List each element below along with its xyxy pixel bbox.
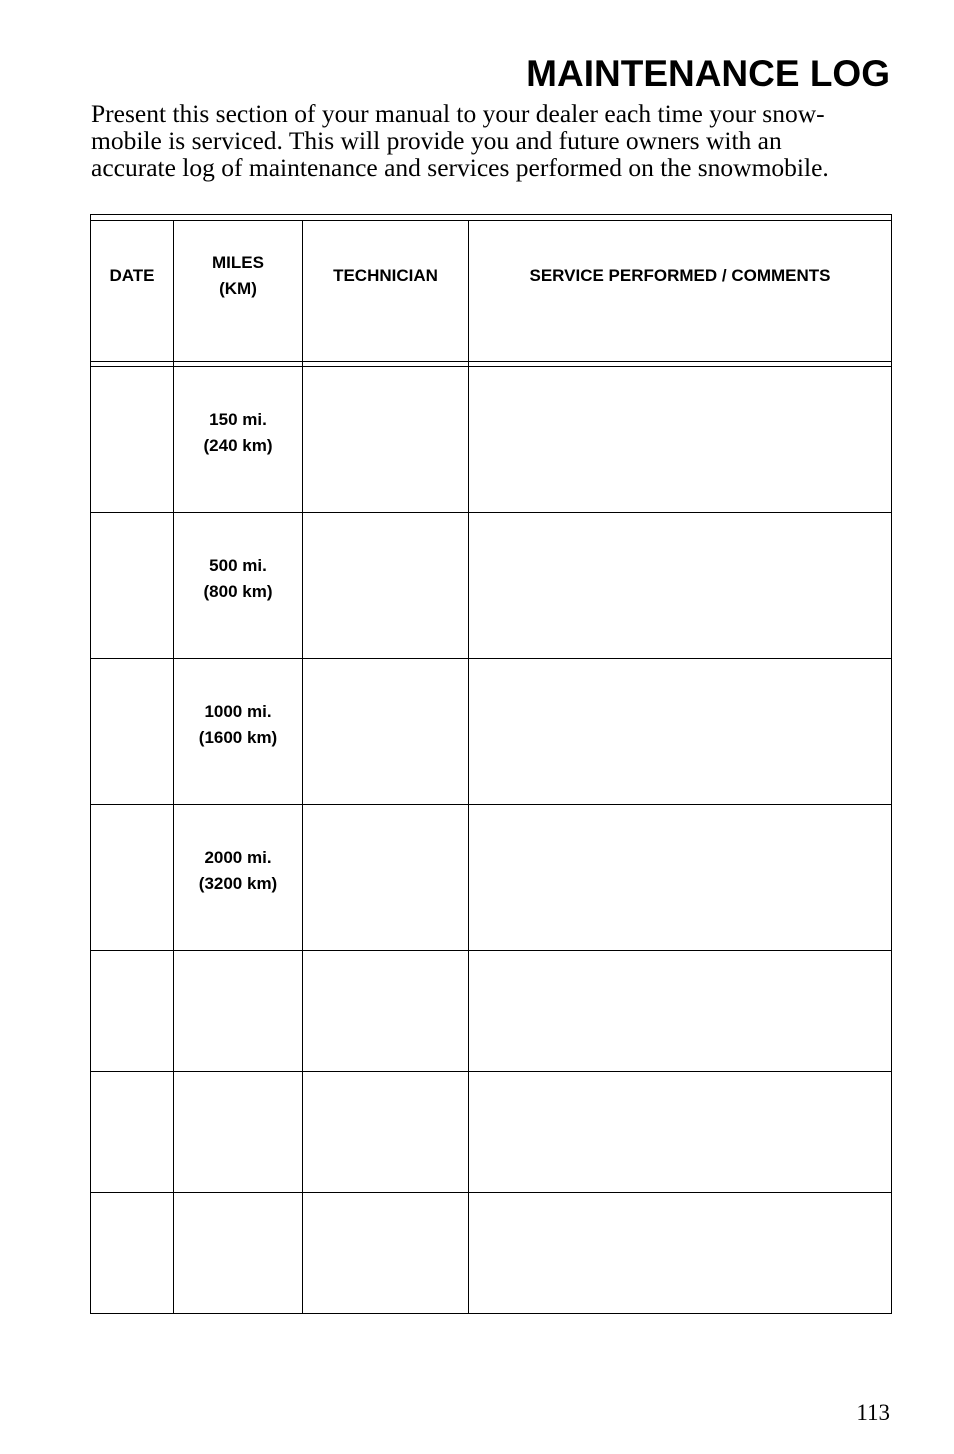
- miles-cell: [174, 805, 303, 951]
- service-cell: [469, 659, 892, 805]
- service-cell: [469, 367, 892, 513]
- date-cell: [91, 513, 174, 659]
- page-title: MAINTENANCE LOG: [526, 53, 890, 94]
- technician-cell: [303, 1072, 469, 1193]
- table-row: [91, 1072, 892, 1193]
- miles-cell: [174, 1193, 303, 1314]
- table-row: [91, 367, 892, 513]
- technician-cell: [303, 513, 469, 659]
- technician-cell: [303, 1193, 469, 1314]
- column-header-miles-label: MILES: [212, 253, 264, 272]
- column-header-date: DATE: [91, 221, 174, 362]
- table-row: [91, 659, 892, 805]
- date-cell: [91, 367, 174, 513]
- intro-line: accurate log of maintenance and services performed on the snowmobile.: [91, 153, 829, 182]
- miles-cell: [174, 951, 303, 1072]
- km-value: (800 km): [203, 581, 273, 601]
- miles-value: 500 mi.: [209, 555, 267, 575]
- miles-value: 150 mi.: [209, 409, 267, 429]
- miles-cell: [174, 367, 303, 513]
- miles-cell: [174, 659, 303, 805]
- miles-value: 1000 mi.: [204, 701, 272, 721]
- miles-cell: [174, 1072, 303, 1193]
- table-row: [91, 513, 892, 659]
- column-header-technician: TECHNICIAN: [303, 221, 469, 362]
- column-header-service: SERVICE PERFORMED / COMMENTS: [469, 221, 892, 362]
- page-number: 113: [856, 1400, 890, 1425]
- service-cell: [469, 513, 892, 659]
- service-cell: [469, 1193, 892, 1314]
- technician-cell: [303, 951, 469, 1072]
- km-value: (240 km): [203, 435, 273, 455]
- service-cell: [469, 1072, 892, 1193]
- technician-cell: [303, 805, 469, 951]
- date-cell: [91, 1072, 174, 1193]
- date-cell: [91, 659, 174, 805]
- table-row: [91, 805, 892, 951]
- maintenance-log-table: [90, 214, 892, 1314]
- date-cell: [91, 951, 174, 1072]
- date-cell: [91, 1193, 174, 1314]
- intro-paragraph: [91, 100, 891, 181]
- header-row: [91, 221, 892, 362]
- date-cell: [91, 805, 174, 951]
- table-row: [91, 1193, 892, 1314]
- service-cell: [469, 951, 892, 1072]
- table-row: [91, 951, 892, 1072]
- miles-cell: [174, 513, 303, 659]
- km-value: (1600 km): [198, 727, 278, 747]
- service-cell: [469, 805, 892, 951]
- column-header-km-label: (KM): [219, 279, 257, 298]
- km-value: (3200 km): [198, 873, 278, 893]
- column-header-miles: [174, 221, 303, 362]
- miles-value: 2000 mi.: [204, 847, 272, 867]
- intro-line: Present this section of your manual to your dealer each time your snow-: [91, 99, 825, 128]
- technician-cell: [303, 659, 469, 805]
- technician-cell: [303, 367, 469, 513]
- intro-line: mobile is serviced. This will provide you and future owners with an: [91, 126, 782, 155]
